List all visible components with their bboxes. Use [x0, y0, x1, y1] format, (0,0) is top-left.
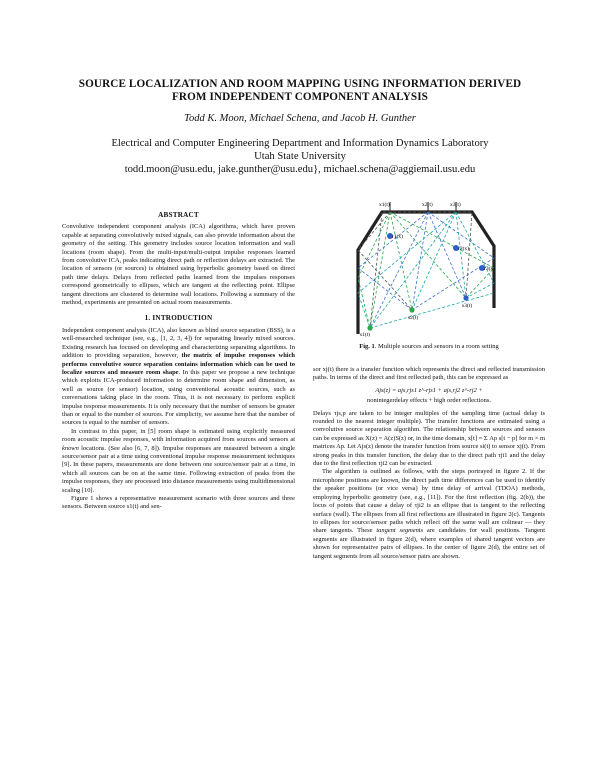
- intro-paragraph-3: Figure 1 shows a representative measurement scenario with three sources and three sensors. Between source s1(t) and sen-: [62, 495, 295, 511]
- figure-caption-label: Fig. 1: [359, 343, 375, 350]
- title-line-2: FROM INDEPENDENT COMPONENT ANALYSIS: [172, 91, 428, 103]
- abstract-text: Convolutive independent component analysis (ICA) algorithms, which have proven capable at separating convolutively mixed signals, can also provide information about the geometry of the setting. This geometry includes source location information and wall locations (room shape). From the multi-input/multi-output impulse responses learned from convolutive ICA, peaks indicating direct path or reflection delays are extracted. The location of sensors (or sources) is obtained using hyperbolic geometry based on direct path time delays. Delays from reflected paths learned from the impulses responses correspond geometrically to ellipses, which are tangent at the reflecting point. Ellipse tangent directions are clustered to determine wall locations. Following a summary of the method, experiments are presented on actual room measurements.: [62, 223, 295, 307]
- room-figure: [330, 198, 500, 338]
- right-paragraph-3: [313, 468, 545, 560]
- source-2: [409, 307, 414, 312]
- source-label-s2: s2(t): [408, 315, 419, 321]
- affiliation-line-2: Utah State University: [254, 151, 346, 162]
- right-column: [313, 366, 545, 561]
- source-label-s1: s1(t): [360, 332, 371, 338]
- figure-caption: [313, 343, 545, 350]
- path-lines: [358, 212, 494, 328]
- paths-reflections: [358, 212, 472, 328]
- intro-paragraph-2: [62, 428, 295, 495]
- paper-title: [40, 78, 560, 104]
- intro-paragraph-1: [62, 327, 295, 428]
- affiliation-emails: todd.moon@usu.edu, jake.gunther@usu.edu}, michael.schena@aggiemail.usu.edu: [124, 164, 476, 175]
- equation-1: Ajs(z) = ajs,rjs1 z^-rjs1 + ajs,rj2 z^-rj2 +: [375, 386, 483, 394]
- source-1: [367, 325, 372, 330]
- right-p3-text-a: The algorithm is outlined as follows, with the steps portrayed in figure 2. If the microphone positions are known, the direct path time differences can be used to identify the speaker positions (or vice versa) by time delay of arrival (TDOA) methods, employing hyperbolic geometry (see, e.g., [11]). For the first reflection (fig. 2(b)), the locus of points that cause a delay of τji2 is an ellipse that is tangent to the reflecting surface (wall). The ellipses from all first reflections are illustrated in figure 2(c). Tangents to ellipses for source/sensor paths which reflect off the same wall are colinear — they share tangents. These: [313, 468, 545, 535]
- source-label-s3: s3(t): [462, 303, 473, 309]
- intro-p1-bold: the matrix of impulse responses which performs convolutive source separation contains information which can be used to localize sources and measure room shape: [62, 352, 296, 376]
- reflection-label-r3: r3(x): [484, 266, 495, 272]
- abstract-heading: ABSTRACT: [158, 211, 199, 219]
- title-line-1: SOURCE LOCALIZATION AND ROOM MAPPING USING INFORMATION DERIVED: [78, 78, 522, 90]
- authors: Todd K. Moon, Michael Schena, and Jacob H. Gunther: [184, 113, 416, 124]
- left-column: [62, 206, 295, 512]
- intro-p2-italic: known: [62, 444, 79, 452]
- intro-p1-text-a: Independent component analysis (ICA), also known as blind source separation (BSS), is a well-researched technique (see, e.g., [1, 2, 3, 4]) for separating linearly mixed sources. Existing research has focused on developing and characterizing separating algorithms. In addition to providing separation, however,: [62, 326, 295, 360]
- paths-sensor-2: [358, 212, 494, 328]
- source-3: [463, 295, 468, 300]
- intro-p2-text-b: locations. (See also [6, 7, 8]). Impulse responses are measured between a single source/sensor pair at a time using conventional impulse response measurement techniques [9]. In these papers, measurements are done between one source/sensor pair at a time, in which all sources can be on at the same time. Following extraction of peaks from the impulse responses, they are processed into distance measurements using multidimensional scaling [10].: [62, 444, 295, 494]
- sensor-label-x1: x1(t): [379, 202, 390, 208]
- reflection-label-r2: r2(x): [458, 246, 469, 252]
- figure-caption-text: . Multiple sources and sensors in a room setting: [374, 343, 499, 350]
- equation-1-continuation: nonintegerdelay effects + high order reflections.: [367, 397, 491, 405]
- affiliation: [40, 137, 560, 176]
- right-p3-text-b: are candidates for wall positions. Tangent segments are illustrated in figure 2(d), where examples of shared tangent vectors are shown for representative pairs of ellipses. In the center of figure 2(d), the entire set of tangent segments from all source/sensor pairs are shown.: [313, 527, 546, 560]
- sensor-label-x3: x3(t): [450, 202, 461, 208]
- intro-p1-text-b: . In this paper we propose a new technique which exploits ICA-produced information to determine room shape and dimension, as well as source (or sensor) location, using conventional acoustic sources, such as conversations taking place in the room. Thus, it is not necessary to perform explicit impulse response measurements. It is only necessary that the number of sensors be greater than or equal to the number of sources. For simplicity, we assume here that the number of sources is equal to the number of sensors.: [62, 368, 295, 427]
- intro-heading: 1. INTRODUCTION: [144, 314, 213, 323]
- reflection-label-r1: r1(x): [392, 234, 403, 240]
- right-paragraph-1: sor xj(t) there is a transfer function which represents the direct and reflected transmission paths. In terms of the direct and first reflected path, this can be expressed as: [313, 366, 545, 382]
- sensor-label-x2: x2(t): [422, 202, 433, 208]
- right-paragraph-2: Delays τjs,p are taken to be integer multiples of the sampling time (actual delay is rounded to the nearest integer multiple). The transfer functions are estimated using a convolutive source separation algorithm. The relationship between sources and sensors can be expressed as X(z) = A(z)S(z) or, in the time domain, x[t] = Σ Ap s[t − p] for m × m matrices Ap. Let Ajs(z) denote the transfer function from source si(t) to sensor xj(t). From strong peaks in this transfer function, the delay due to the direct path τji1 and the delay due to the first reflection τji2 can be extracted.: [313, 409, 545, 468]
- intro-p2-text-a: In contrast to this paper, in [5] room shape is estimated using explicitly measured room acoustic impulse responses, with information acquired from sources and sensors at: [62, 427, 295, 444]
- right-p3-italic: tangent segments: [376, 527, 424, 535]
- affiliation-line-1: Electrical and Computer Engineering Department and Information Dynamics Laboratory: [111, 138, 489, 149]
